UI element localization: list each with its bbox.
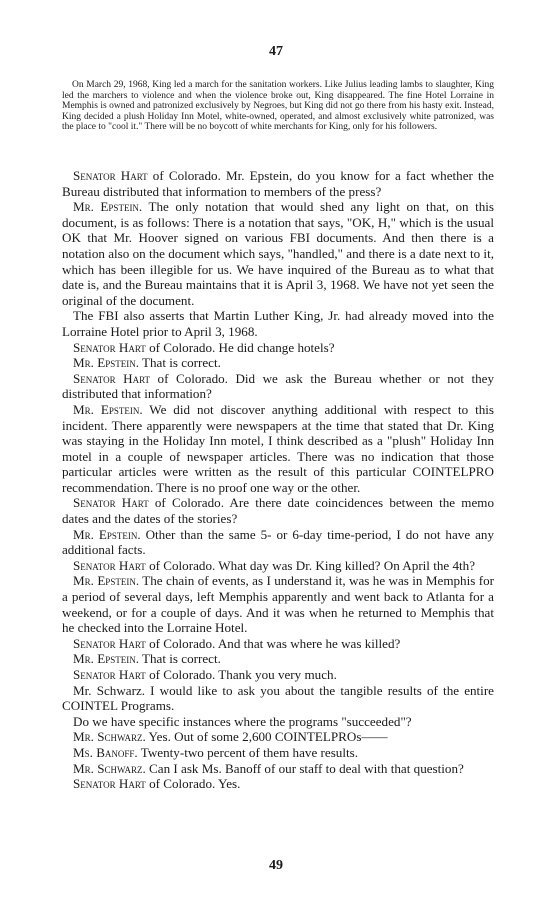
speaker-name: Senator Hart [73,339,146,355]
paragraph-text: We did not discover anything additional with respect to this incident. There apparently were newspapers at the time that stated that Dr. King was staying in the Holiday Inn motel, I think described as a "plush" Holiday Inn motel in a couple of newspaper articles. There was no indication that those particular articles were written as the result of this particular COINTELPRO recommendation. There is no proof one way or the other. [62,401,494,495]
paragraph-text: The chain of events, as I understand it, was he was in Memphis for a period of several days, left Memphis apparently and went back to Atlanta for a weekend, or for a couple of days. And it was when he returned to Memphis that he checked into the Lorraine Hotel. [62,573,494,636]
transcript-paragraph [62,308,494,339]
paragraph-text: of Colorado. What day was Dr. King killed? On April the 4th? [145,557,476,573]
transcript-paragraph [62,495,494,526]
quoted-passage: On March 29, 1968, King led a march for the sanitation workers. Like Julius leading lambs to slaughter, King led the marchers to violence and when the violence broke out, King disappeared. The fine Hotel Lorraine in Memphis is owned and patronized exclusively by Negroes, but King did not go there from his hasty exit. Instead, King decided a plush Holiday Inn Motel, white-owned, operated, and almost exclusively white patronized, was the place to "cool it." There will be no boycott of white merchants for King, only for his followers. [62,80,494,133]
paragraph-text: That is correct. [138,651,221,667]
paragraph-text: Mr. Schwarz. I would like to ask you about the tangible results of the entire COINTEL Programs. [62,682,494,714]
transcript-paragraph [62,729,494,745]
paragraph-text: of Colorado. Yes. [145,776,241,792]
transcript-paragraph [62,355,494,371]
paragraph-text: of Colorado. Did we ask the Bureau whether or not they distributed that information? [62,370,494,402]
speaker-name: Senator Hart [73,667,146,682]
transcript-paragraph [62,745,494,761]
paragraph-text: Do we have specific instances where the programs "succeeded"? [73,713,412,729]
speaker-name: Mr. Epstein. [73,355,139,371]
transcript-paragraph [62,527,494,558]
transcript-paragraph [62,168,494,199]
speaker-name: Senator Hart [73,635,146,651]
speaker-name: Senator Hart [73,776,146,792]
paragraph-text: of Colorado. Are there date coincidences between the memo dates and the dates of the stories? [62,495,495,527]
speaker-name: Mr. Epstein. [73,573,140,589]
paragraph-text: Yes. Out of some 2,600 COINTELPROs—— [145,729,388,745]
transcript-paragraph [62,558,494,574]
speaker-name: Mr. Schwarz. [73,729,146,745]
speaker-name: Mr. Epstein. [73,401,143,417]
transcript-paragraph [62,573,494,635]
testimony-transcript [62,168,494,792]
page-number-bottom: 49 [269,858,283,873]
speaker-name: Senator Hart [73,168,148,183]
transcript-paragraph [62,776,494,792]
speaker-name: Mr. Schwarz. [73,760,146,776]
speaker-name: Mr. Epstein. [73,651,139,667]
paragraph-text: of Colorado. Mr. Epstein, do you know for a fact whether the Bureau distributed that information to members of the press? [62,168,494,199]
speaker-name: Senator Hart [73,495,149,511]
speaker-name: Ms. Banoff. [73,744,138,760]
paragraph-text: Can I ask Ms. Banoff of our staff to deal with that question? [145,760,464,776]
speaker-name: Senator Hart [73,370,151,386]
transcript-paragraph [62,683,494,714]
transcript-paragraph [62,402,494,496]
speaker-name: Mr. Epstein. [73,526,141,542]
speaker-name: Mr. Epstein. [73,199,143,215]
paragraph-text: That is correct. [138,355,221,371]
transcript-paragraph [62,636,494,652]
paragraph-text: of Colorado. And that was where he was killed? [145,635,401,651]
paragraph-text: The FBI also asserts that Martin Luther King, Jr. had already moved into the Lorraine Hotel prior to April 3, 1968. [62,308,494,339]
transcript-paragraph [62,340,494,356]
transcript-paragraph [62,667,494,683]
transcript-paragraph [62,371,494,402]
paragraph-text: of Colorado. Thank you very much. [145,667,337,682]
paragraph-text: Twenty-two percent of them have results. [137,744,358,760]
transcript-paragraph [62,651,494,667]
page-number-top: 47 [269,44,283,59]
transcript-paragraph [62,714,494,730]
speaker-name: Senator Hart [73,557,146,573]
paragraph-text: The only notation that would shed any light on that, on this document, is as follows: There is a notation that says, "OK, H," which is the usual OK that Mr. Hoover signed on various FBI documents. And then there is a notation also on the document which says, "handled," and there is a date next to it, which has been illegible for us. We have inquired of the Bureau as to what that date is, and the Bureau maintains that it is April 3, 1968. We have not yet seen the original of the document. [62,199,495,308]
paragraph-text: of Colorado. He did change hotels? [145,339,335,355]
transcript-paragraph [62,761,494,777]
paragraph-text: Other than the same 5- or 6-day time-period, I do not have any additional facts. [62,526,494,558]
transcript-paragraph [62,199,494,308]
